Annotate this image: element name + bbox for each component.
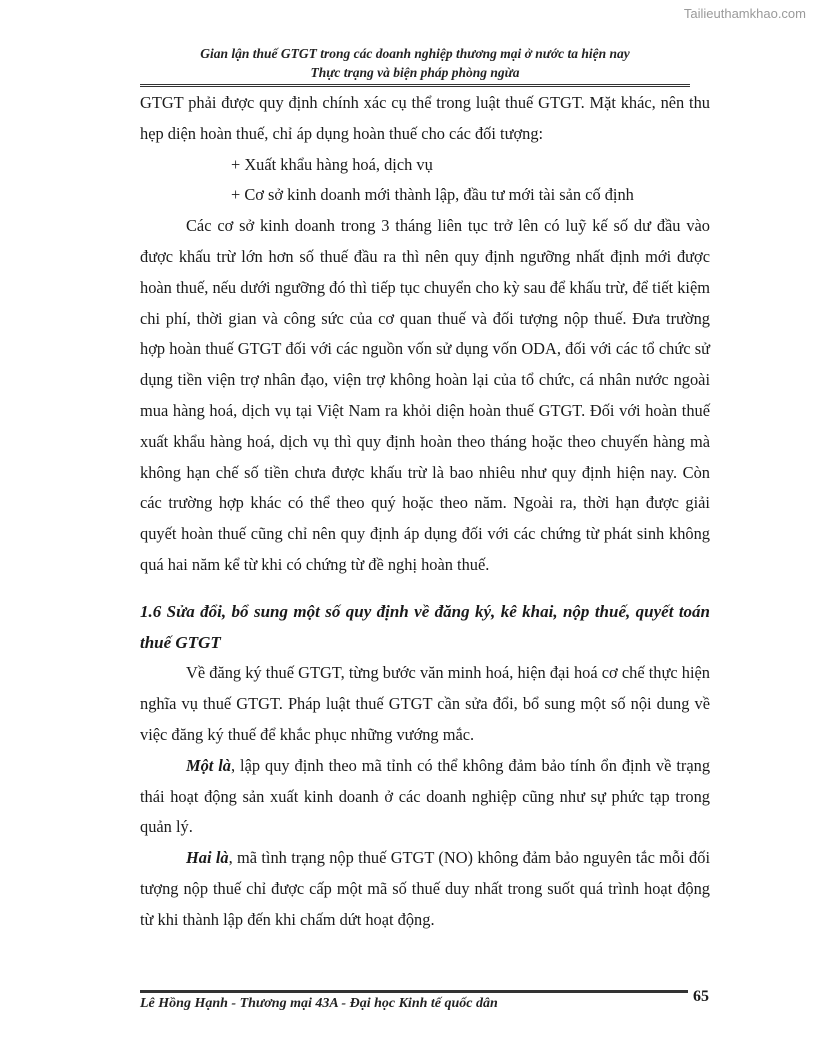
header-title: Gian lận thuế GTGT trong các doanh nghiệp thương mại ở nước ta hiện nay bbox=[200, 46, 630, 61]
bullet-export: + Xuất khẩu hàng hoá, dịch vụ bbox=[231, 154, 433, 174]
header-subtitle: Thực trạng và biện pháp phòng ngừa bbox=[310, 65, 520, 80]
header-rule bbox=[140, 84, 690, 87]
first-point-text: , lập quy định theo mã tỉnh có thể không đảm bảo tính ổn định về trạng thái hoạt động sản xuất kinh doanh ở các doanh nghiệp cũng như sự phức tạp trong quản lý. bbox=[140, 755, 711, 837]
paragraph-refund-scope: GTGT phải được quy định chính xác cụ thể trong luật thuế GTGT. Mặt khác, nên thu hẹp diện hoàn thuế, chỉ áp dụng hoàn thuế cho các đối tượng: bbox=[140, 93, 710, 143]
paragraph-registration: Về đăng ký thuế GTGT, từng bước văn minh hoá, hiện đại hoá cơ chế thực hiện nghĩa vụ thuế GTGT. Pháp luật thuế GTGT cần sửa đổi, bổ sung một số nội dung về việc đăng ký thuế để khắc phục những vướng mắc. bbox=[140, 663, 710, 744]
second-point-text: , mã tình trạng nộp thuế GTGT (NO) không đảm bảo nguyên tắc mỗi đối tượng nộp thuế chỉ được cấp một mã số thuế duy nhất trong suốt quá trình hoạt động từ khi thành lập đến khi chấm dứt hoạt động. bbox=[140, 848, 710, 929]
bullet-new-business: + Cơ sở kinh doanh mới thành lập, đầu tư mới tài sản cố định bbox=[231, 185, 634, 205]
footer-author: Lê Hồng Hạnh - Thương mại 43A - Đại học Kinh tế quốc dân bbox=[140, 996, 498, 1011]
footer-rule bbox=[140, 990, 688, 993]
section-heading: 1.6 Sửa đổi, bổ sung một số quy định về đăng ký, kê khai, nộp thuế, quyết toán thuế GTGT bbox=[140, 601, 710, 652]
first-point-lead: Một là bbox=[186, 755, 232, 775]
page-number: 65 bbox=[693, 988, 709, 1005]
paragraph-refund-threshold: Các cơ sở kinh doanh trong 3 tháng liên tục trở lên có luỹ kế số dư đầu vào được khấu trừ lớn hơn số thuế đầu ra thì nên quy định ngưỡng nhất định mới được hoàn thuế, nếu dưới ngưỡng đó thì tiếp tục chuyển cho kỳ sau để khấu trừ, để tiết kiệm chi phí, thời gian và công sức của cơ quan thuế và đối tượng nộp thuế. Đưa trường hợp hoàn thuế GTGT đối với các nguồn vốn sử dụng vốn ODA, đối với các tổ chức sử dụng tiền viện trợ nhân đạo, viện trợ không hoàn lại của tổ chức, cá nhân nước ngoài mua hàng hoá, dịch vụ tại Việt Nam ra khỏi diện hoàn thuế GTGT. Đối với hoàn thuế xuất khẩu hàng hoá, dịch vụ thì quy định hoàn theo tháng hoặc theo chuyến hàng mà không hạn chế số tiền chưa được khấu trừ là bao nhiêu như quy định hiện nay. Còn các trường hợp khác có thể theo quý hoặc theo năm. Ngoài ra, thời hạn được giải quyết hoàn thuế cũng chỉ nên quy định áp dụng đối với các chứng từ phát sinh không quá hai năm kể từ khi có chứng từ đề nghị hoàn thuế. bbox=[140, 216, 710, 574]
watermark: Tailieuthamkhao.com bbox=[683, 6, 806, 21]
paragraph-first-point bbox=[140, 751, 710, 843]
page-content bbox=[140, 88, 710, 936]
page-header bbox=[140, 44, 690, 82]
second-point-lead: Hai là bbox=[186, 848, 229, 868]
paragraph-second-point bbox=[140, 843, 710, 935]
